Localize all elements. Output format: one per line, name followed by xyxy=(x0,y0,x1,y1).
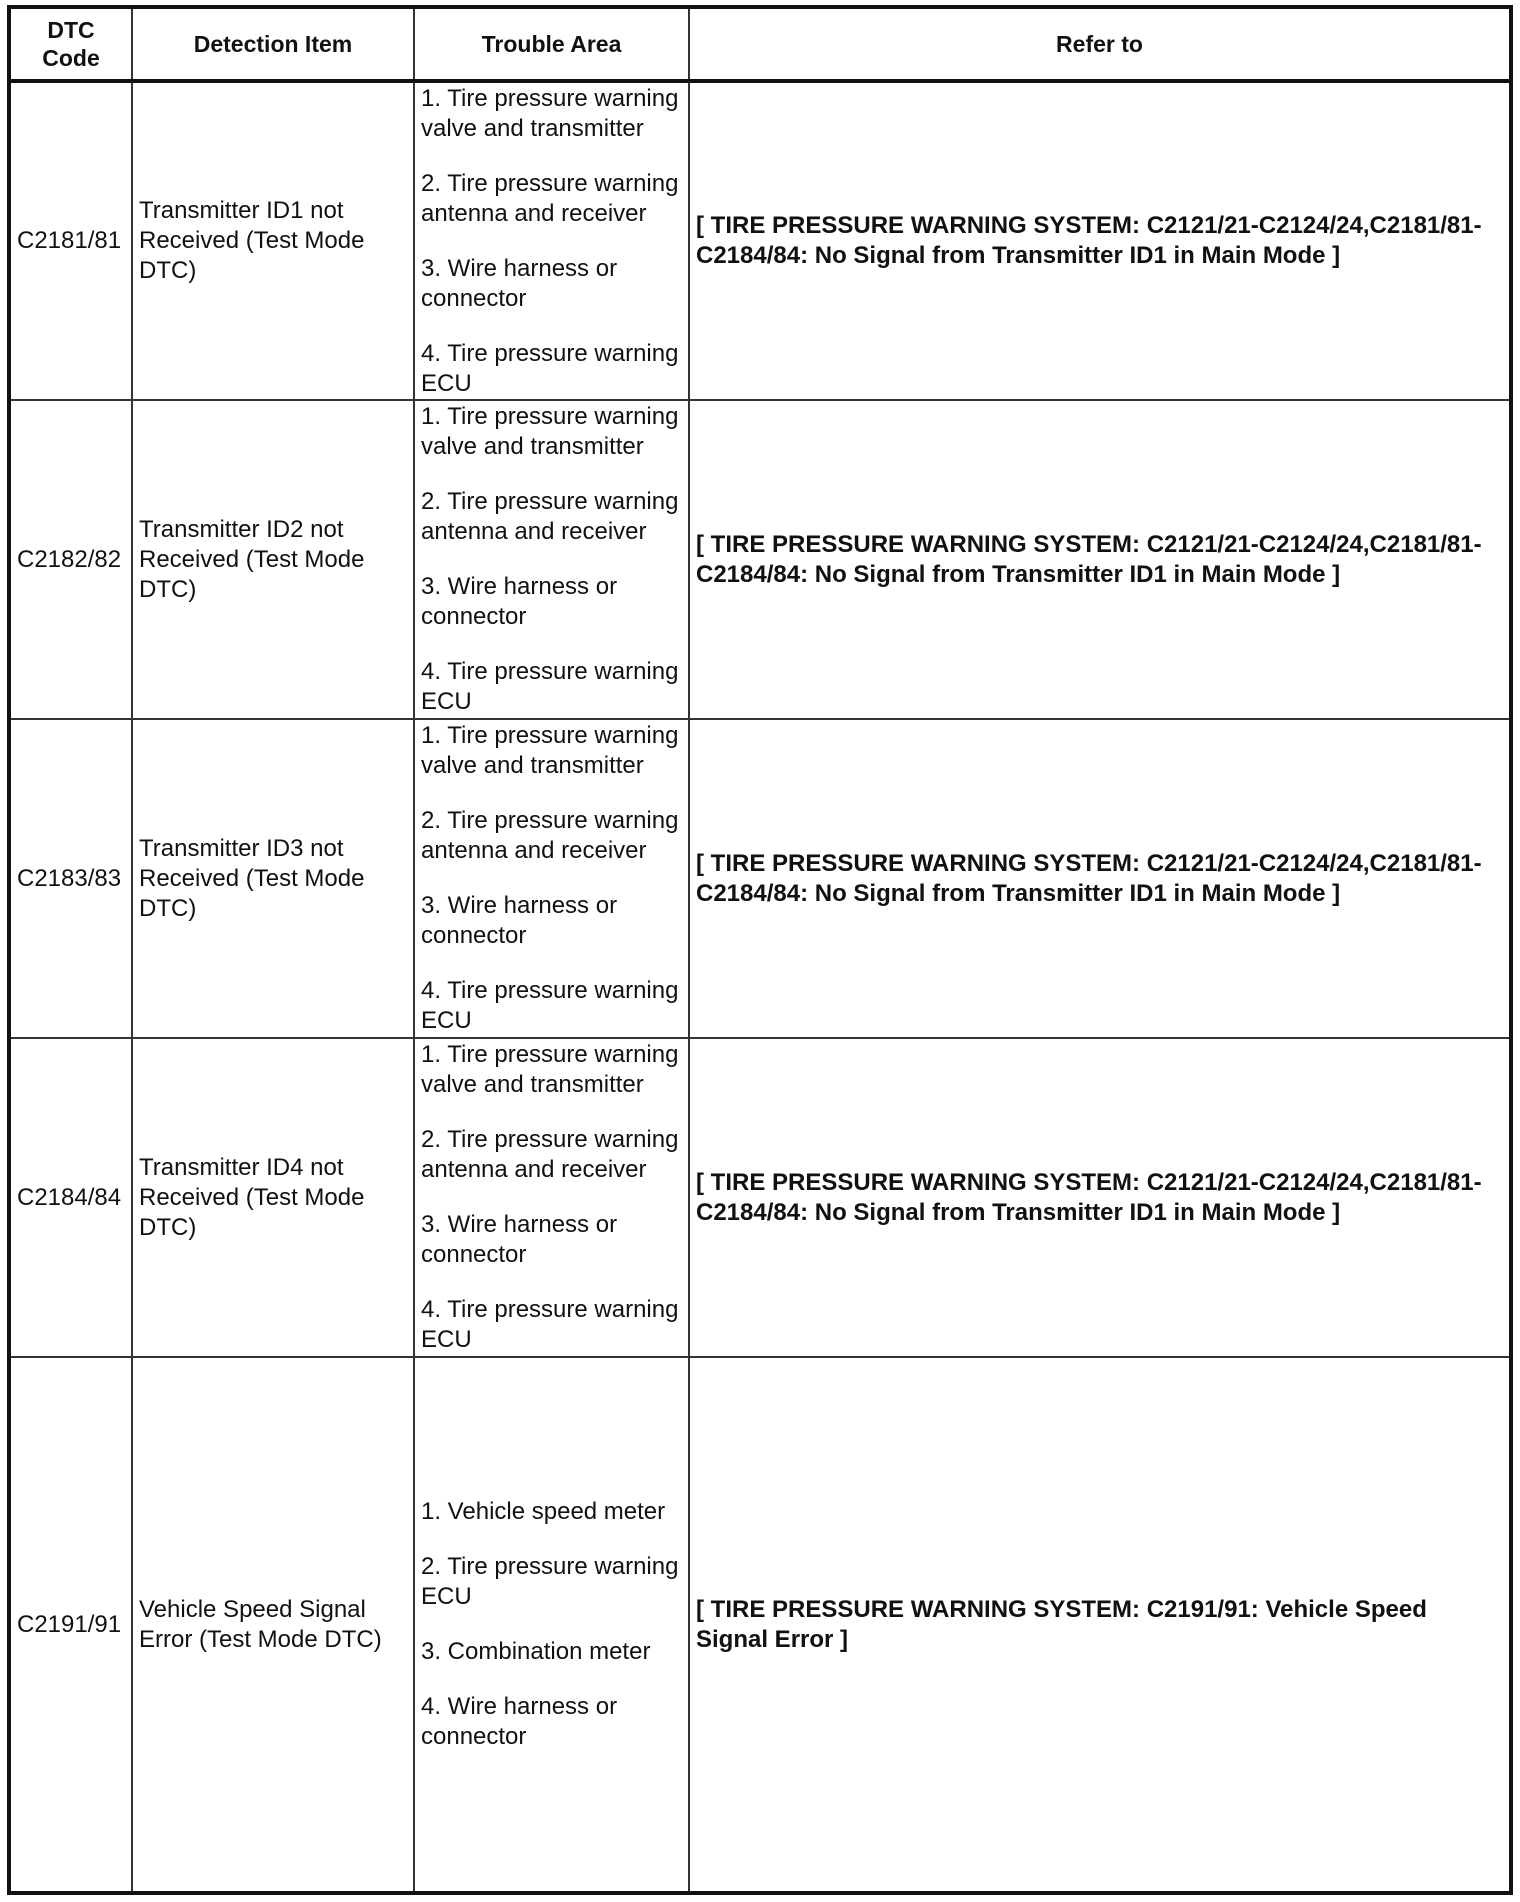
header-trouble-area: Trouble Area xyxy=(414,7,689,81)
table-row xyxy=(9,1357,1511,1893)
trouble-area-item: 3. Wire harness or connector xyxy=(421,573,618,630)
header-dtc-code-line2: Code xyxy=(42,45,100,71)
trouble-area-item: 2. Tire pressure warning antenna and receiver xyxy=(421,169,679,227)
dtc-code-cell: C2181/81 xyxy=(9,81,132,400)
trouble-area-item: 2. Tire pressure warning antenna and receiver xyxy=(421,1126,679,1183)
trouble-area-item: 4. Tire pressure warning ECU xyxy=(421,339,679,397)
detection-item-cell: Transmitter ID3 not Received (Test Mode DTC) xyxy=(132,719,414,1038)
trouble-area-cell xyxy=(414,1038,689,1357)
table-row xyxy=(9,400,1511,719)
table-row xyxy=(9,81,1511,400)
detection-item-cell: Transmitter ID4 not Received (Test Mode DTC) xyxy=(132,1038,414,1357)
trouble-area-item: 3. Wire harness or connector xyxy=(421,254,618,312)
detection-item-cell: Transmitter ID2 not Received (Test Mode DTC) xyxy=(132,400,414,719)
trouble-area-item: 1. Tire pressure warning valve and transmitter xyxy=(421,84,679,142)
dtc-code-cell: C2182/82 xyxy=(9,400,132,719)
trouble-area-item: 3. Wire harness or connector xyxy=(421,1211,618,1268)
refer-to-link[interactable]: [ TIRE PRESSURE WARNING SYSTEM: C2121/21-C2124/24,C2181/81-C2184/84: No Signal from Transmitter ID1 in Main Mode ] xyxy=(689,81,1511,400)
refer-to-link[interactable]: [ TIRE PRESSURE WARNING SYSTEM: C2121/21-C2124/24,C2181/81-C2184/84: No Signal from Transmitter ID1 in Main Mode ] xyxy=(689,719,1511,1038)
trouble-area-item: 3. Wire harness or connector xyxy=(421,892,618,949)
trouble-area-item: 1. Tire pressure warning valve and transmitter xyxy=(421,403,679,460)
trouble-area-item: 4. Tire pressure warning ECU xyxy=(421,977,679,1034)
table-body xyxy=(9,81,1511,1893)
trouble-area-cell xyxy=(414,81,689,400)
refer-to-link[interactable]: [ TIRE PRESSURE WARNING SYSTEM: C2191/91: Vehicle Speed Signal Error ] xyxy=(689,1357,1511,1893)
trouble-area-item: 4. Tire pressure warning ECU xyxy=(421,1296,679,1353)
dtc-code-cell: C2183/83 xyxy=(9,719,132,1038)
trouble-area-item: 2. Tire pressure warning ECU xyxy=(421,1553,679,1610)
header-refer-to: Refer to xyxy=(689,7,1511,81)
dtc-code-cell: C2191/91 xyxy=(9,1357,132,1893)
table-row xyxy=(9,719,1511,1038)
table-row xyxy=(9,1038,1511,1357)
trouble-area-item: 4. Wire harness or connector xyxy=(421,1693,618,1750)
trouble-area-item: 2. Tire pressure warning antenna and receiver xyxy=(421,488,679,545)
trouble-area-item: 1. Tire pressure warning valve and transmitter xyxy=(421,722,679,779)
dtc-code-cell: C2184/84 xyxy=(9,1038,132,1357)
trouble-area-cell xyxy=(414,1357,689,1893)
refer-to-link[interactable]: [ TIRE PRESSURE WARNING SYSTEM: C2121/21-C2124/24,C2181/81-C2184/84: No Signal from Transmitter ID1 in Main Mode ] xyxy=(689,1038,1511,1357)
header-detection-item: Detection Item xyxy=(132,7,414,81)
trouble-area-cell xyxy=(414,719,689,1038)
header-dtc-code xyxy=(9,7,132,81)
trouble-area-cell xyxy=(414,400,689,719)
detection-item-cell: Vehicle Speed Signal Error (Test Mode DTC) xyxy=(132,1357,414,1893)
trouble-area-item: 1. Vehicle speed meter xyxy=(421,1498,666,1525)
table-header xyxy=(9,7,1511,81)
table-header-row xyxy=(9,7,1511,81)
trouble-area-item: 1. Tire pressure warning valve and transmitter xyxy=(421,1041,679,1098)
detection-item-cell: Transmitter ID1 not Received (Test Mode DTC) xyxy=(132,81,414,400)
trouble-area-item: 2. Tire pressure warning antenna and receiver xyxy=(421,807,679,864)
refer-to-link[interactable]: [ TIRE PRESSURE WARNING SYSTEM: C2121/21-C2124/24,C2181/81-C2184/84: No Signal from Transmitter ID1 in Main Mode ] xyxy=(689,400,1511,719)
trouble-area-item: 3. Combination meter xyxy=(421,1638,651,1665)
trouble-area-item: 4. Tire pressure warning ECU xyxy=(421,658,679,715)
header-dtc-code-line1: DTC xyxy=(47,17,95,43)
dtc-table xyxy=(7,5,1513,1895)
